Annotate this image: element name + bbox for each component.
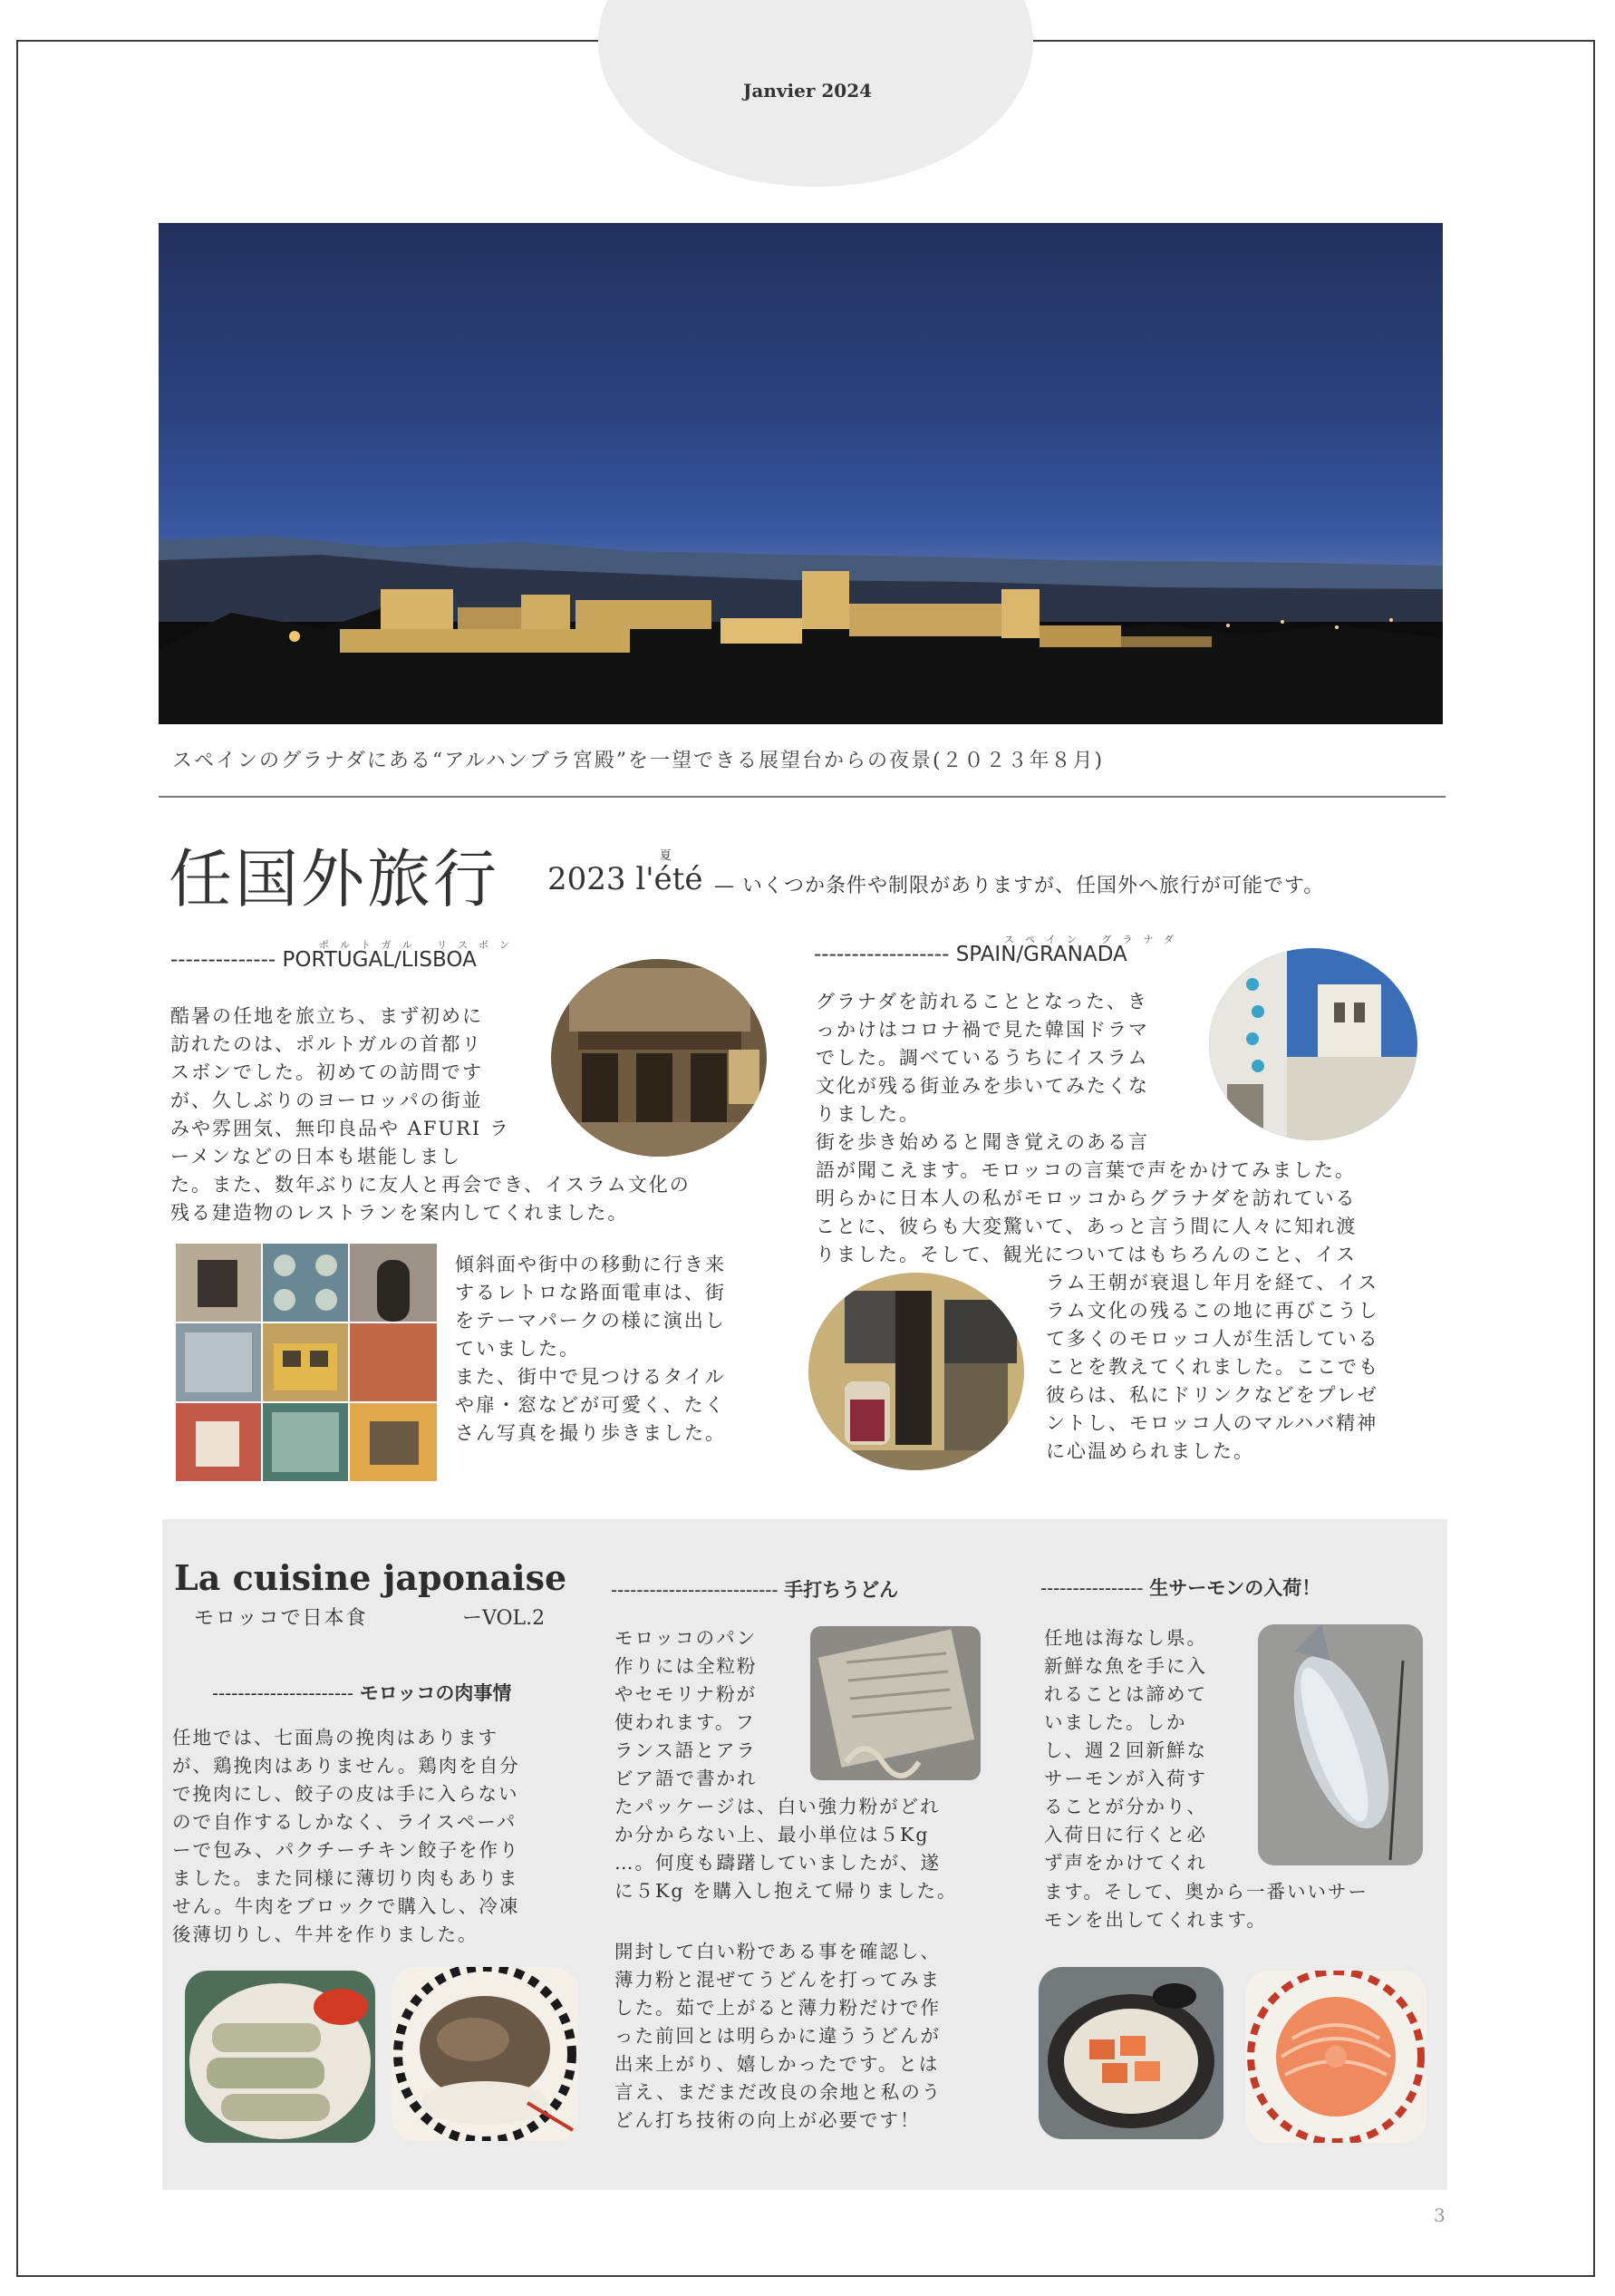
section-divider [159,796,1446,798]
text-line: 明らかに日本人の私がモロッコからグラナダを訪れている [816,1187,1357,1209]
text-line: をテーマパークの様に演出し [455,1310,726,1332]
article-title: 任国外旅行 [169,842,499,916]
lisbon-restaurant-photo [551,959,767,1157]
udon-dough-photo [810,1626,981,1780]
spain-para-2 [1046,1269,1436,1466]
salmon-heading-text: 生サーモンの入荷！ [1149,1576,1321,1599]
text-line: 傾斜面や街中の移動に行き来 [455,1254,726,1275]
meat-heading-text: モロッコの肉事情 [359,1681,512,1704]
text-line: モロッコのパン [614,1627,758,1649]
text-line: した。茹で上がると薄力粉だけで作 [614,1997,941,2019]
text-line: 訪れたのは、ポルトガルの首都リ [170,1033,483,1055]
salmon-fish-photo [1258,1624,1423,1865]
text-line: で挽肉にし、餃子の皮は手に入らない [172,1783,519,1805]
text-line: が、鶏挽肉はありません。鶏肉を自分 [172,1755,520,1777]
text-line: 残る建造物のレストランを案内してくれました。 [170,1202,629,1224]
cuisine-title: La cuisine japonaise [174,1557,567,1598]
page-number: 3 [1434,2204,1446,2226]
udon-body-2 [614,1938,1022,2135]
text-line: に５Kg を購入し抱えて帰りました。 [614,1880,958,1902]
spain-ruby: スペイン グラナダ [1004,934,1185,945]
text-line: れることは諦めて [1044,1683,1207,1705]
spain-heading [814,943,1127,966]
udon-heading-text: 手打ちうどん [784,1578,899,1601]
text-line: ーで包み、パクチーチキン餃子を作り [172,1839,520,1861]
text-line: ラム王朝が衰退し年月を経て、イス [1046,1272,1379,1293]
text-line: ました。また同様に薄切り肉もありま [172,1867,519,1889]
meat-heading [212,1679,511,1706]
text-line: ことを教えてくれました。ここでも [1046,1356,1379,1378]
text-line: 語が聞こえます。モロッコの言葉で声をかけてみました。 [816,1159,1356,1181]
article-subtitle: — いくつか条件や制限がありますが、任国外へ旅行が可能です。 [714,875,1325,897]
text-line: 使われます。フ [614,1711,756,1733]
cuisine-volume: ーVOL.2 [462,1607,546,1630]
text-line: モンを出してくれます。 [1044,1909,1267,1931]
text-line: 酷暑の任地を旅立ち、まず初めに [170,1005,483,1027]
text-line: ラム文化の残るこの地に再びこうし [1046,1300,1379,1322]
alhambra-illustration [159,223,1443,724]
text-line: や扉・窓などが可愛く、たく [455,1394,726,1416]
article-year: 2023 l'été [547,861,703,897]
text-line: 文化が残る街並みを歩いてみたくな [816,1075,1149,1097]
text-line: ていました。 [455,1338,580,1360]
text-line: が、久しぶりのヨーロッパの街並 [170,1090,483,1111]
text-line: か分からない上、最小単位は５Kg [614,1824,930,1846]
salmon-body-2 [1044,1878,1434,1934]
text-line: サーモンが入荷す [1044,1768,1207,1789]
text-line: ます。そして、奥から一番いいサー [1044,1881,1368,1903]
salmon-body-1 [1044,1624,1252,1877]
text-line: ーメンなどの日本も堪能しまし [170,1146,461,1167]
granada-shop-photo [808,1273,1024,1470]
cuisine-subtitle: モロッコで日本食 [194,1607,368,1630]
text-line: たパッケージは、白い強力粉がどれ [614,1796,941,1817]
salmon-plate-photo [1039,1967,1223,2139]
text-line: ることが分かり、 [1044,1796,1207,1817]
hero-caption: スペインのグラナダにある“アルハンブラ宮殿”を一望できる展望台からの夜景(２０２３年８月) [172,750,1105,772]
text-line: 街を歩き始めると聞き覚えのある言 [816,1131,1149,1153]
text-line: ので自作するしかなく、ライスペーパ [172,1811,517,1833]
text-line: ず声をかけてくれ [1044,1852,1207,1874]
lisbon-tiles-collage [176,1244,437,1481]
text-line: …。何度も躊躇していましたが、遂 [614,1852,941,1874]
text-line: 入荷日に行くと必 [1044,1824,1207,1846]
text-line: ントし、モロッコ人のマルハバ精神 [1046,1412,1378,1434]
text-line: た。また、数年ぶりに友人と再会でき、イスラム文化の [170,1174,691,1196]
gyudon-photo [392,1967,578,2141]
text-line: さん写真を撮り歩きました。 [455,1422,726,1444]
heading-dashes: -------------------------- [611,1579,785,1601]
text-line: っかけはコロナ禍で見た韓国ドラマ [816,1019,1149,1041]
text-line: また、街中で見つけるタイル [455,1366,726,1388]
portugal-heading-text: PORTUGAL/LISBOA [282,948,477,972]
text-line: いました。しか [1044,1711,1187,1733]
text-line: りました。 [816,1103,920,1125]
udon-heading [611,1575,898,1603]
text-line: どん打ち技術の向上が必要です！ [614,2109,921,2131]
season-ruby: 夏 [660,849,672,863]
text-line: スボンでした。初めての訪問です [170,1061,483,1083]
text-line: ビア語で書かれ [614,1768,758,1789]
salmon-bowl-photo [1245,1971,1426,2143]
text-line: ことに、彼らも大変驚いて、あっと言う間に人々に知れ渡 [816,1216,1358,1237]
heading-dashes: ---------------------- [212,1682,360,1704]
heading-dashes: ---------------- [1040,1577,1150,1599]
text-line: せん。牛肉をブロックで購入し、冷凍 [172,1895,520,1917]
spain-heading-text: SPAIN/GRANADA [955,943,1127,966]
text-line: し、週２回新鮮な [1044,1739,1207,1761]
text-line: グラナダを訪れることとなった、き [816,991,1148,1012]
text-line: 新鮮な魚を手に入 [1044,1655,1207,1677]
heading-dashes: ------------------ [814,943,956,966]
text-line: った前回とは明らかに違ううどんが [614,2025,941,2047]
text-line: みや雰囲気、無印良品や AFURI ラ [170,1118,510,1139]
alhambra-night-photo [159,223,1443,724]
text-line: でした。調べているうちにイスラム [816,1047,1149,1069]
text-line: に心温められました。 [1046,1440,1254,1462]
portugal-ruby: ポルトガル リスボン [319,939,520,951]
text-line: やセモリナ粉が [614,1683,758,1705]
granada-street-photo [1209,948,1417,1140]
meat-body [172,1724,589,1949]
text-line: 言え、まだまだ改良の余地と私のう [614,2081,943,2103]
text-line: て多くのモロッコ人が生活している [1046,1328,1379,1350]
issue-date: Janvier 2024 [742,80,873,102]
text-line: りました。そして、観光についてはもちろんのこと、イス [816,1244,1357,1265]
text-line: するレトロな路面電車は、街 [455,1282,726,1303]
text-line: ランス語とアラ [614,1739,757,1761]
text-line: 作りには全粒粉 [614,1655,758,1677]
text-line: 任地では、七面鳥の挽肉はあります [172,1727,498,1749]
text-line: 出来上がり、嬉しかったです。とは [614,2053,940,2075]
text-line: 彼らは、私にドリンクなどをプレゼ [1046,1384,1378,1406]
heading-dashes: -------------- [170,948,283,972]
text-line: 薄力粉と混ぜてうどんを打ってみま [614,1969,941,1991]
gyoza-photo [185,1971,375,2143]
portugal-heading [170,948,477,972]
portugal-para-2 [455,1251,772,1448]
text-line: 開封して白い粉である事を確認し、 [614,1941,941,1962]
text-line: 後薄切りし、牛丼を作りました。 [172,1923,479,1945]
text-line: 任地は海なし県。 [1044,1627,1207,1649]
salmon-heading [1040,1574,1320,1601]
